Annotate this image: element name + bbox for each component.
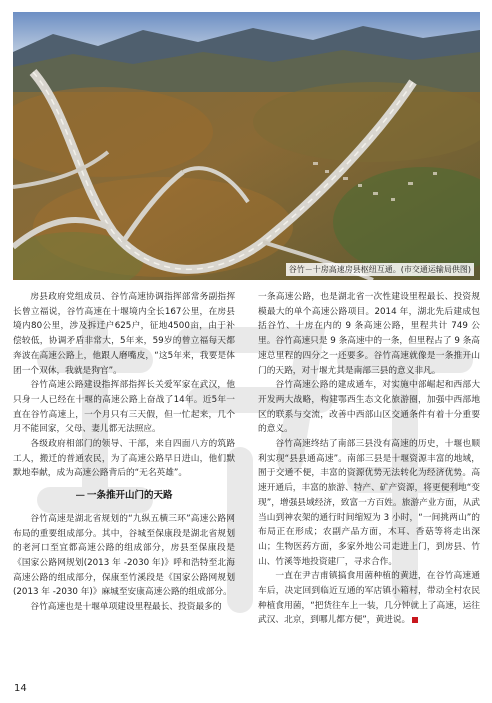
- highway-aerial-image: [13, 12, 480, 280]
- left-column: [13, 290, 235, 615]
- paragraph: 谷竹高速公路的建成通车，对实施中部崛起和西部大开发两大战略，构建鄂西生态文化旅游圈，加强中西部地区的联系与交流，改善中西部山区交通条件有着十分重要的意义。: [258, 380, 480, 435]
- paragraph: 谷竹高速公路建设指挥部指挥长关爱军家在武汉，他只身一人已经在十堰的高速公路上奋战了14年。近5年一直在谷竹高速上，一个月只有三天假，但一忙起来，几个月不能回家，父母、妻儿都无法照应。: [13, 380, 235, 435]
- paragraph: 房县政府党组成员、谷竹高速协调指挥部常务副指挥长曾立福说，谷竹高速在十堰境内全长167公里，在房县境内80公里，涉及拆迁户625户，征地4500亩，由于补偿较低，协调矛盾非常大，5年来，59岁的曾立福每天都奔波在高速公路上，他跟人磨嘴皮，“这5年来，我要是体团一个双休，我就是狗官”。: [13, 292, 235, 376]
- end-mark-icon: [412, 617, 418, 623]
- highway-photo: [13, 12, 480, 280]
- paragraph-last: [258, 569, 480, 628]
- photo-caption: 谷竹－十房高速房县枢纽互通。(市交通运输局供图): [286, 263, 474, 276]
- paragraph: 谷竹高速终结了南部三县没有高速的历史，十堰也顺利实现“县县通高速”。南部三县是十堰资源丰富的地域，囿于交通不便，丰富的资源优势无法转化为经济优势。高速开通后，丰富的旅游、特产、矿产资源，将更便利地“变现”，增强县域经济，致富一方百姓。旅游产业方面，从武当山到神农架的通行时间缩短为 3 小时，“一间挑两山”的布局正在形成；农副产品方面，木耳、香菇等将走出深山；生物医药方面，多家外地公司走进上门，到房县、竹山、竹溪等地投资建厂，寻求合作。: [258, 439, 480, 567]
- right-column: [258, 290, 480, 628]
- page-number: 14: [14, 683, 27, 694]
- section-title: 一条推开山门的天路: [86, 490, 173, 502]
- paragraph: 一条高速公路，也是湖北省一次性建设里程最长、投资规模最大的单个高速公路项目。2014 年，湖北先后建成包括谷竹、十房在内的 9 条高速公路，里程共计 749 公里。谷竹高速只是 9 条高速中的一条，但里程占了 9 条高速总里程的四分之一还要多。谷竹高速就像是一条推开山门的天路，对十堰尤其是南部三县的意义非凡。: [258, 292, 480, 376]
- paragraph: 谷竹高速也是十堰单项建设里程最长、投资最多的: [30, 602, 222, 613]
- paragraph: 各级政府相部门的领导、干部，来自四面八方的筑路工人，搬迁的普通农民，为了高速公路早日进山，他们默默地奉献，成为高速公路背后的“无名英雄”。: [13, 439, 235, 479]
- paragraph: 谷竹高速是湖北省规划的“九纵五横三环”高速公路网布局的重要组成部分。其中，谷城至保康段是湖北省规划的老河口至宜都高速公路的组成部分，房县至保康段是《国家公路网规划(2013 年 -2030 年)》呼和浩特至北海高速公路的组成部分，保康至竹溪段是《国家公路网规划(2013 年 -2030 年)》麻城至安康高速公路的组成部分。: [13, 513, 235, 598]
- section-heading: [13, 489, 235, 504]
- paragraph-text: 一直在尹吉甫镇搞食用菌种植的黄进，在谷竹高速通车后，决定回到临近互通的军店镇小箱村，带动全村农民种植食用菌，“把货往车上一装，几分钟就上了高速，运往武汉、北京，到哪儿都方便”，黄进说。: [258, 571, 480, 626]
